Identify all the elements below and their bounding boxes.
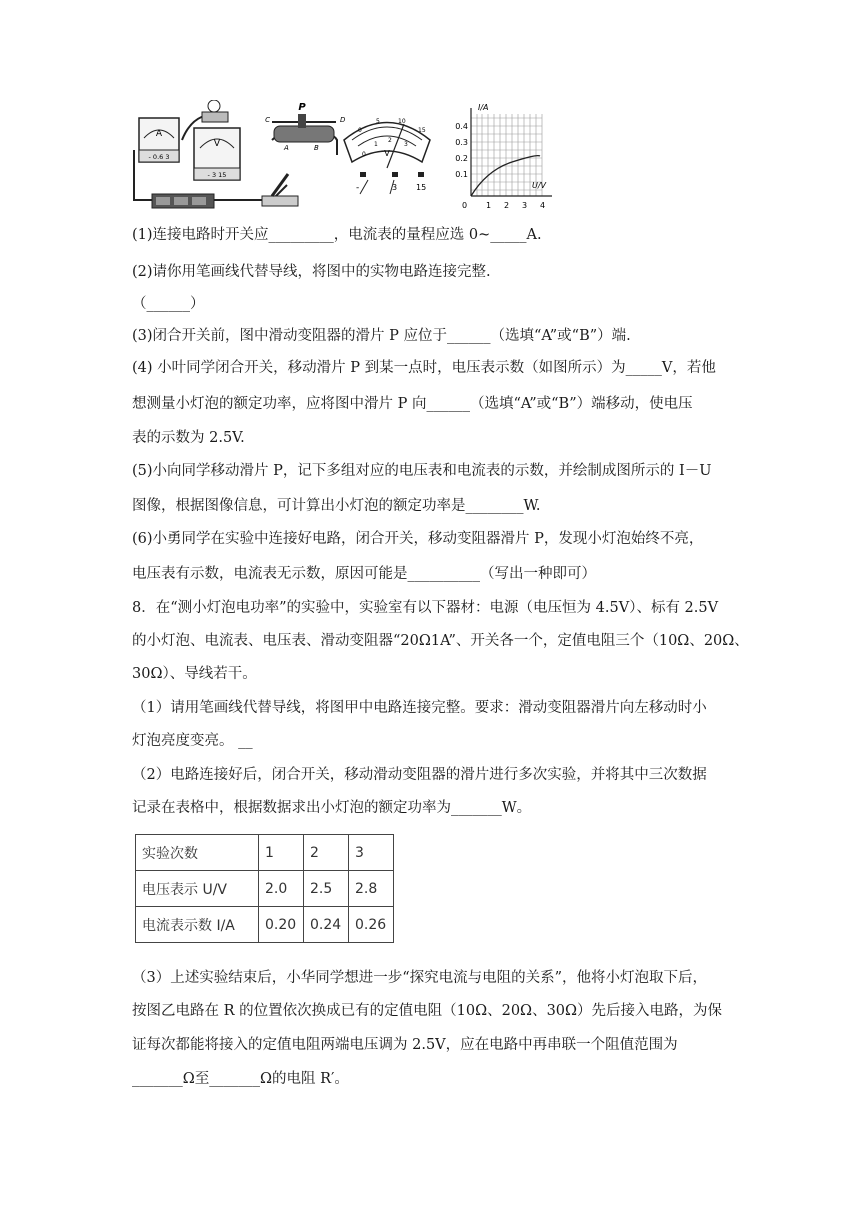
- q8-part3-line3: 证每次都能将接入的定值电阻两端电压调为 2.5V，应在电路中再串联一个阻值范围为: [132, 1037, 678, 1053]
- svg-text:5: 5: [376, 118, 380, 125]
- svg-text:0.1: 0.1: [455, 170, 468, 179]
- rheostat-icon: [265, 102, 346, 152]
- svg-text:- 0.6 3: - 0.6 3: [148, 153, 170, 161]
- svg-text:U/V: U/V: [532, 181, 547, 190]
- voltmeter-icon: [194, 128, 240, 180]
- svg-text:2: 2: [504, 201, 510, 210]
- svg-text:4: 4: [540, 201, 546, 210]
- svg-text:0: 0: [362, 151, 366, 158]
- q8-part3-line4: _______Ω至_______Ω的电阻 R′。: [132, 1071, 349, 1087]
- table-cell: 2.0: [259, 871, 304, 907]
- q7-part6-line1: (6)小勇同学在实验中连接好电路，闭合开关，移动变阻器滑片 P，发现小灯泡始终不亮，: [132, 531, 704, 547]
- q8-part1-line2: 灯泡亮度变亮。 __: [132, 733, 253, 749]
- svg-text:A: A: [155, 129, 163, 139]
- data-table: [135, 834, 394, 943]
- table-cell: 电压表示 U/V: [136, 871, 259, 907]
- table-cell: 3: [349, 835, 394, 871]
- q7-part5-line2: 图像，根据图像信息，可计算出小灯泡的额定功率是________W.: [132, 498, 541, 514]
- q8-part3-line2: 按图乙电路在 R 的位置依次换成已有的定值电阻（10Ω、20Ω、30Ω）先后接入电路，为保: [132, 1003, 723, 1019]
- q7-part6-line2: 电压表有示数，电流表无示数，原因可能是__________（写出一种即可）: [132, 566, 596, 582]
- svg-text:D: D: [340, 116, 346, 124]
- figure-strip: [122, 100, 562, 212]
- circuit-figure: [122, 100, 562, 212]
- q8-part2-line2: 记录在表格中，根据数据求出小灯泡的额定功率为_______W。: [132, 800, 532, 816]
- svg-text:A: A: [284, 144, 289, 152]
- svg-text:I/A: I/A: [478, 103, 489, 112]
- svg-text:3: 3: [404, 141, 408, 148]
- svg-text:V: V: [384, 149, 390, 158]
- svg-text:0: 0: [462, 201, 468, 210]
- voltmeter-dial: [344, 118, 430, 194]
- table-cell: 实验次数: [136, 835, 259, 871]
- q7-part5-line1: (5)小向同学移动滑片 P，记下多组对应的电压表和电流表的示数，并绘制成图所示的 I－U: [132, 463, 712, 479]
- iu-graph: [455, 103, 552, 210]
- svg-text:P: P: [298, 102, 306, 113]
- q8-part2-line1: （2）电路连接好后，闭合开关，移动滑动变阻器的滑片进行多次实验，并将其中三次数据: [132, 767, 707, 783]
- table-cell: 2.5: [304, 871, 349, 907]
- table-cell: 2: [304, 835, 349, 871]
- table-cell: 电流表示数 I/A: [136, 907, 259, 943]
- q7-part4-line2: 想测量小灯泡的额定功率，应将图中滑片 P 向______（选填“A”或“B”）端移动，使电压: [132, 396, 693, 412]
- svg-text:-: -: [356, 183, 360, 193]
- q7-part1: (1)连接电路时开关应_________，电流表的量程应选 0~_____A.: [132, 227, 542, 243]
- svg-text:1: 1: [486, 201, 492, 210]
- q7-part2: (2)请你用笔画线代替导线，将图中的实物电路连接完整.: [132, 264, 491, 280]
- svg-text:2: 2: [388, 137, 392, 144]
- q7-part2-blank: （______）: [132, 296, 205, 312]
- q8-intro-line3: 30Ω）、导线若干。: [132, 666, 257, 682]
- svg-text:C: C: [265, 116, 270, 124]
- table-row: [136, 835, 394, 871]
- svg-text:0.3: 0.3: [455, 138, 468, 147]
- q8-part1-line1: （1）请用笔画线代替导线，将图甲中电路连接完整。要求：滑动变阻器滑片向左移动时小: [132, 700, 707, 716]
- bulb-icon: [202, 100, 228, 122]
- table-cell: 2.8: [349, 871, 394, 907]
- switch-icon: [262, 174, 298, 206]
- svg-text:V: V: [213, 139, 221, 149]
- svg-text:0.4: 0.4: [455, 122, 468, 131]
- svg-text:15: 15: [418, 127, 426, 134]
- svg-text:- 3 15: - 3 15: [207, 171, 227, 179]
- q7-part4-line3: 表的示数为 2.5V.: [132, 430, 245, 446]
- ammeter-icon: [139, 118, 179, 162]
- q8-intro-line2: 的小灯泡、电流表、电压表、滑动变阻器“20Ω1A”、开关各一个，定值电阻三个（10Ω、20Ω、: [132, 633, 749, 649]
- svg-text:0: 0: [358, 127, 362, 134]
- q7-part3: (3)闭合开关前，图中滑动变阻器的滑片 P 应位于______（选填“A”或“B”）端.: [132, 328, 631, 344]
- svg-text:1: 1: [374, 141, 378, 148]
- table-cell: 0.26: [349, 907, 394, 943]
- svg-text:10: 10: [398, 118, 406, 125]
- svg-text:3: 3: [392, 183, 398, 192]
- svg-text:B: B: [314, 144, 319, 152]
- table-row: [136, 871, 394, 907]
- table-cell: 0.20: [259, 907, 304, 943]
- q8-part3-line1: （3）上述实验结束后，小华同学想进一步“探究电流与电阻的关系”，他将小灯泡取下后，: [132, 970, 708, 986]
- svg-text:15: 15: [416, 183, 427, 192]
- battery-icon: [152, 194, 214, 208]
- table-cell: 0.24: [304, 907, 349, 943]
- table-row: [136, 907, 394, 943]
- svg-text:0.2: 0.2: [455, 154, 468, 163]
- svg-text:3: 3: [522, 201, 528, 210]
- q7-part4-line1: (4) 小叶同学闭合开关，移动滑片 P 到某一点时，电压表示数（如图所示）为_____V，若他: [132, 360, 716, 376]
- q8-intro-line1: 8．在“测小灯泡电功率”的实验中，实验室有以下器材：电源（电压恒为 4.5V）、标有 2.5V: [132, 600, 719, 616]
- table-cell: 1: [259, 835, 304, 871]
